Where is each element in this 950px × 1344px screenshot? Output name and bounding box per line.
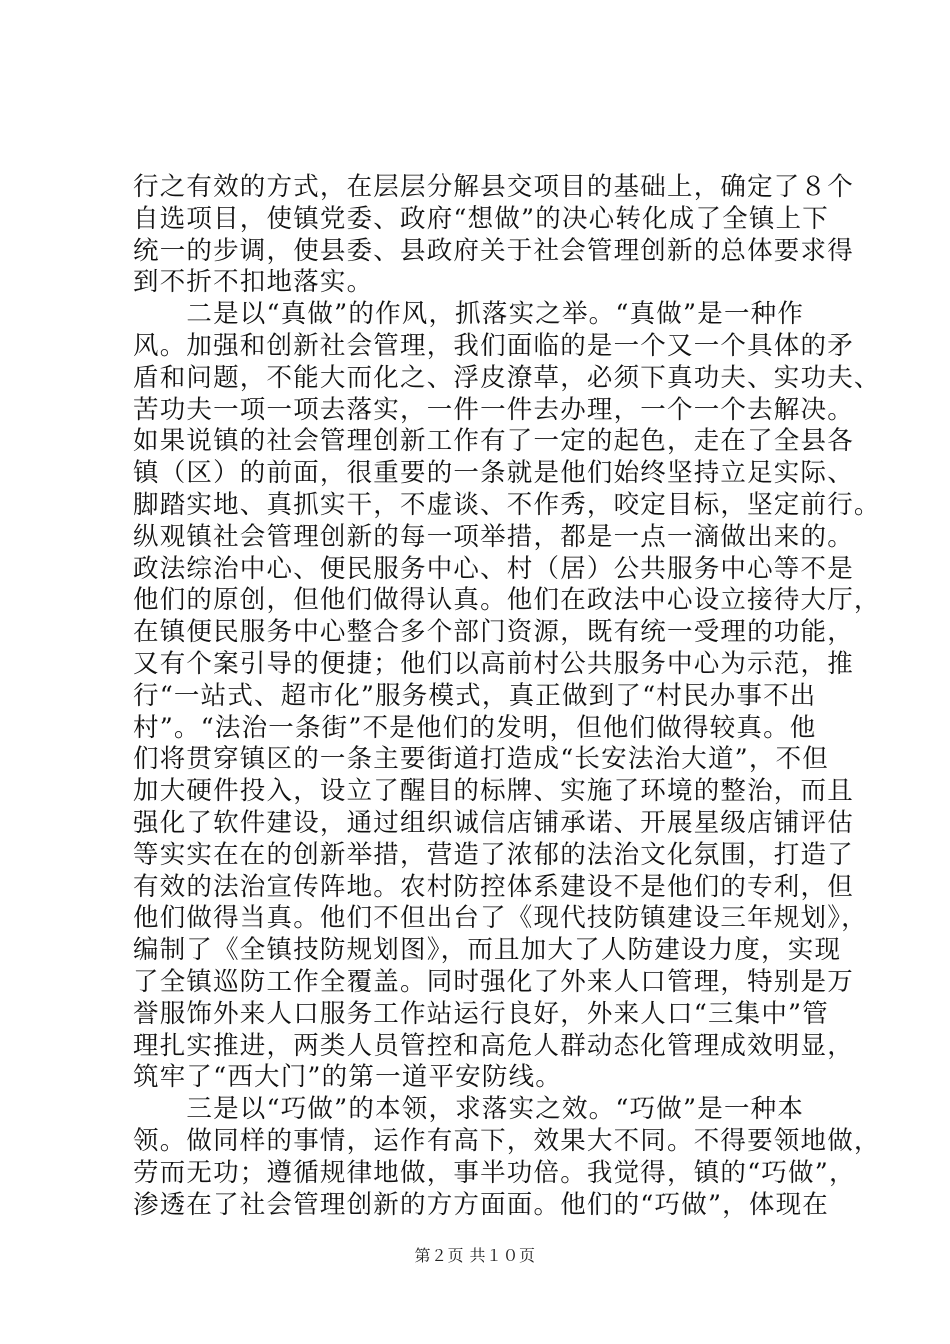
text-line: 了全镇巡防工作全覆盖。同时强化了外来人口管理，特别是万: [133, 966, 854, 997]
text-line: 编制了《全镇技防规划图》，而且加大了人防建设力度，实现: [133, 935, 842, 966]
text-line: 到不折不扣地落实。: [133, 267, 374, 298]
text-line: 纵观镇社会管理创新的每一项举措，都是一点一滴做出来的。: [133, 521, 854, 552]
text-line: 筑牢了“西大门”的第一道平安防线。: [133, 1062, 562, 1093]
body-text: [133, 172, 881, 1221]
text-line: 二是以“真做”的作风，抓落实之举。“真做”是一种作: [133, 299, 805, 330]
text-line: 镇（区）的前面，很重要的一条就是他们始终坚持立足实际、: [133, 458, 854, 489]
text-line: 强化了软件建设，通过组织诚信店铺承诺、开展星级店铺评估: [133, 807, 854, 838]
text-line: 等实实在在的创新举措，营造了浓郁的法治文化氛围，打造了: [133, 839, 854, 870]
text-line: 政法综治中心、便民服务中心、村（居）公共服务中心等不是: [133, 553, 854, 584]
text-line: 苦功夫一项一项去落实，一件一件去办理，一个一个去解决。: [133, 394, 854, 425]
text-line: 在镇便民服务中心整合多个部门资源，既有统一受理的功能，: [133, 617, 854, 648]
text-line: 他们做得当真。他们不但出台了《现代技防镇建设三年规划》，: [133, 903, 868, 934]
text-line: 加大硬件投入，设立了醒目的标牌、实施了环境的整治，而且: [133, 776, 854, 807]
text-line: 风。加强和创新社会管理，我们面临的是一个又一个具体的矛: [133, 330, 854, 361]
text-line: 有效的法治宣传阵地。农村防控体系建设不是他们的专利，但: [133, 871, 854, 902]
text-line: 盾和问题，不能大而化之、浮皮潦草，必须下真功夫、实功夫、: [133, 362, 881, 393]
text-line: 们将贯穿镇区的一条主要街道打造成“长安法治大道”，不但: [133, 744, 829, 775]
text-line: 渗透在了社会管理创新的方方面面。他们的“巧做”，体现在: [133, 1189, 829, 1220]
text-line: 村”。“法治一条街”不是他们的发明，但他们做得较真。他: [133, 712, 817, 743]
text-line: 他们的原创，但他们做得认真。他们在政法中心设立接待大厅，: [133, 585, 881, 616]
text-line: 领。做同样的事情，运作有高下，效果大不同。不得要领地做，: [133, 1125, 881, 1156]
text-line: 如果说镇的社会管理创新工作有了一定的起色，走在了全县各: [133, 426, 854, 457]
text-line: 行“一站式、超市化”服务模式，真正做到了“村民办事不出: [133, 680, 817, 711]
text-line: 三是以“巧做”的本领，求落实之效。“巧做”是一种本: [133, 1094, 805, 1125]
text-line: 劳而无功；遵循规律地做，事半功倍。我觉得，镇的“巧做”，: [133, 1157, 856, 1188]
text-line: 自选项目，使镇党委、政府“想做”的决心转化成了全镇上下: [133, 203, 829, 234]
text-line: 理扎实推进，两类人员管控和高危人群动态化管理成效明显，: [133, 1030, 854, 1061]
text-line: 誉服饰外来人口服务工作站运行良好，外来人口“三集中”管: [133, 998, 829, 1029]
text-line: 又有个案引导的便捷；他们以高前村公共服务中心为示范，推: [133, 648, 854, 679]
text-line: 统一的步调，使县委、县政府关于社会管理创新的总体要求得: [133, 235, 854, 266]
page-footer: 第２页 共１０页: [414, 1246, 536, 1265]
text-line: 脚踏实地、真抓实干，不虚谈、不作秀，咬定目标，坚定前行。: [133, 489, 881, 520]
text-line: 行之有效的方式，在层层分解县交项目的基础上，确定了８个: [133, 172, 854, 202]
